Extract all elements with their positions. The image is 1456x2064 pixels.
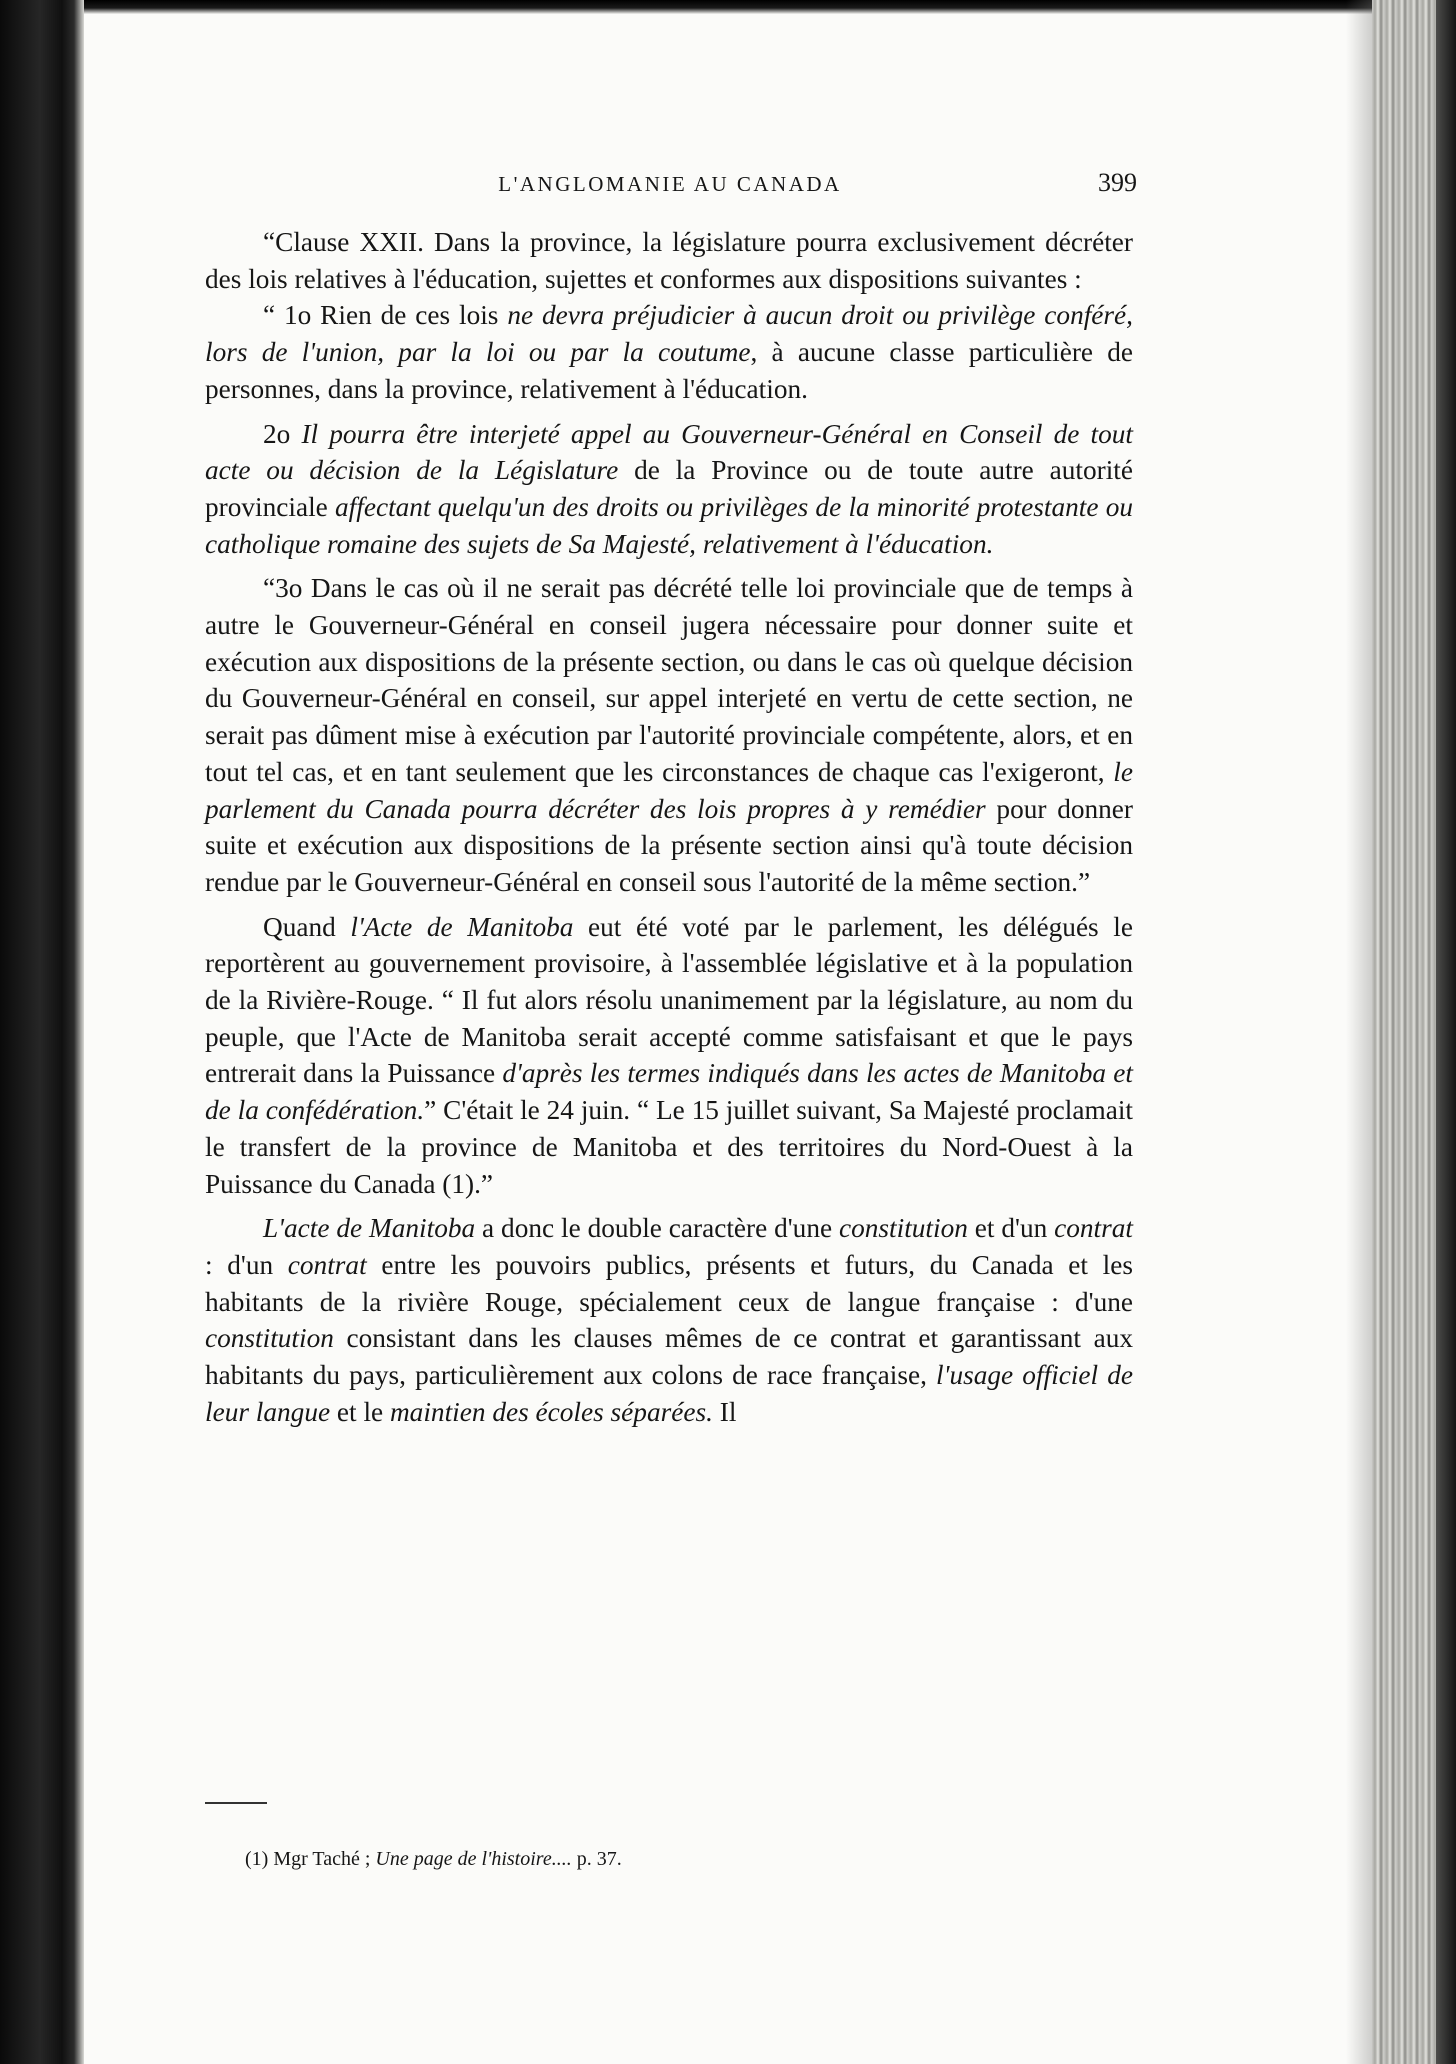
italic-span: maintien des écoles séparées. xyxy=(389,1396,713,1427)
text-span: et d'un xyxy=(967,1213,1055,1244)
text-span: Il xyxy=(712,1396,737,1427)
text-span: et le xyxy=(330,1396,390,1427)
text-span: : d'un xyxy=(205,1249,288,1280)
italic-span: contrat xyxy=(287,1249,367,1280)
italic-span: le parlement du Canada pourra décréter des lois propres à y remédier xyxy=(205,756,1133,824)
book-page xyxy=(205,0,1135,2064)
italic-span: Il pourra être interjeté appel au Gouverneur-Général en Conseil de tout acte ou décision de la Législature xyxy=(205,418,1134,486)
paragraph-manitoba-act xyxy=(205,909,1133,1203)
text-span: “3o Dans le cas où il ne serait pas décrété telle loi provinciale que de temps à autre le Gouverneur-Général en conseil jugera nécessaire pour donner suite et exécution aux dispositions de la présente section, ou dans le cas où quelque décision du Gouverneur-Général en conseil, sur appel interjeté en vertu de cette section, ne serait pas dûment mise à exécution par l'autorité provinciale compétente, alors, et en tout tel cas, et en tant seulement que les circonstances de chaque cas l'exigeront, xyxy=(205,573,1133,787)
paragraph-clause-2 xyxy=(205,416,1133,563)
footnote-rule xyxy=(205,1802,267,1804)
italic-span: l'usage officiel de leur langue xyxy=(205,1360,1133,1427)
scan-left-edge xyxy=(0,0,84,2064)
text-span: consistant dans les clauses mêmes de ce contrat et garantissant aux habitants du pays, particulièrement aux colons de race française, xyxy=(205,1323,1133,1391)
text-span: a donc le double caractère d'une xyxy=(475,1213,839,1244)
italic-span: d'après les termes indiqués dans les actes de Manitoba et de la confédération. xyxy=(205,1058,1134,1126)
text-span: Quand xyxy=(263,911,351,942)
italic-span: ne devra préjudicier à aucun droit ou privilège conféré, lors de l'union, par la loi ou par la coutume xyxy=(205,300,1133,368)
text-span: “ 1o Rien de ces lois xyxy=(263,300,508,331)
text-span: eut été voté par le parlement, les délégués le reportèrent au gouvernement provisoire, à l'assemblée législative et à la population de la Rivière-Rouge. “ Il fut alors résolu unanimement par la législature, au nom du peuple, que l'Acte de Manitoba serait accepté comme satisfaisant et que le pays entrerait dans la Puissance xyxy=(205,911,1133,1089)
paragraph-clause-1 xyxy=(205,297,1133,407)
italic-span: contrat xyxy=(1054,1213,1133,1244)
text-span: ” C'était le 24 juin. “ Le 15 juillet suivant, Sa Majesté proclamait le transfert de la province de Manitoba et des territoires du Nord-Ouest à la Puissance du Canada (1).” xyxy=(205,1095,1133,1199)
page-number: 399 xyxy=(1098,168,1137,197)
italic-span: affectant quelqu'un des droits ou privilèges de la minorité protestante ou catholique romaine des sujets de Sa Majesté, relativement à l'éducation. xyxy=(205,491,1134,559)
scan-right-border xyxy=(1436,0,1456,2064)
text-span: pour donner suite et exécution aux dispositions de la présente section ainsi qu'à toute décision rendue par le Gouverneur-Général en conseil sous l'autorité de la même section.” xyxy=(205,793,1134,897)
page-gutter-shadow xyxy=(1346,0,1372,2064)
running-title: L'ANGLOMANIE AU CANADA xyxy=(498,172,842,196)
footnote-page: p. 37. xyxy=(571,1848,622,1870)
text-span: 2o xyxy=(263,418,302,449)
italic-span: constitution xyxy=(839,1213,968,1244)
paragraph-double-character xyxy=(205,1210,1133,1430)
text-span: , à aucune classe particulière de personnes, dans la province, relativement à l'éducation. xyxy=(205,337,1133,404)
footnote xyxy=(245,1848,622,1871)
italic-span: l'Acte de Manitoba xyxy=(350,911,574,942)
footnote-marker: (1) xyxy=(245,1848,269,1870)
italic-span: L'acte de Manitoba xyxy=(263,1213,476,1244)
italic-span: constitution xyxy=(205,1323,334,1354)
running-head xyxy=(205,168,1135,202)
text-span: entre les pouvoirs publics, présents et futurs, du Canada et les habitants de la rivière Rouge, spécialement ceux de langue française : d'une xyxy=(205,1249,1133,1317)
text-span: de la Province ou de toute autre autorité provinciale xyxy=(205,455,1133,522)
paragraph-clause-3 xyxy=(205,570,1133,900)
footnote-author: Mgr Taché ; xyxy=(268,1848,376,1870)
body-text xyxy=(205,224,1133,1431)
footnote-work-title: Une page de l'histoire.... xyxy=(375,1848,572,1870)
paragraph-clause-22: “Clause XXII. Dans la province, la législature pourra exclusivement décréter des lois relatives à l'éducation, sujettes et conformes aux dispositions suivantes : xyxy=(205,227,1133,294)
